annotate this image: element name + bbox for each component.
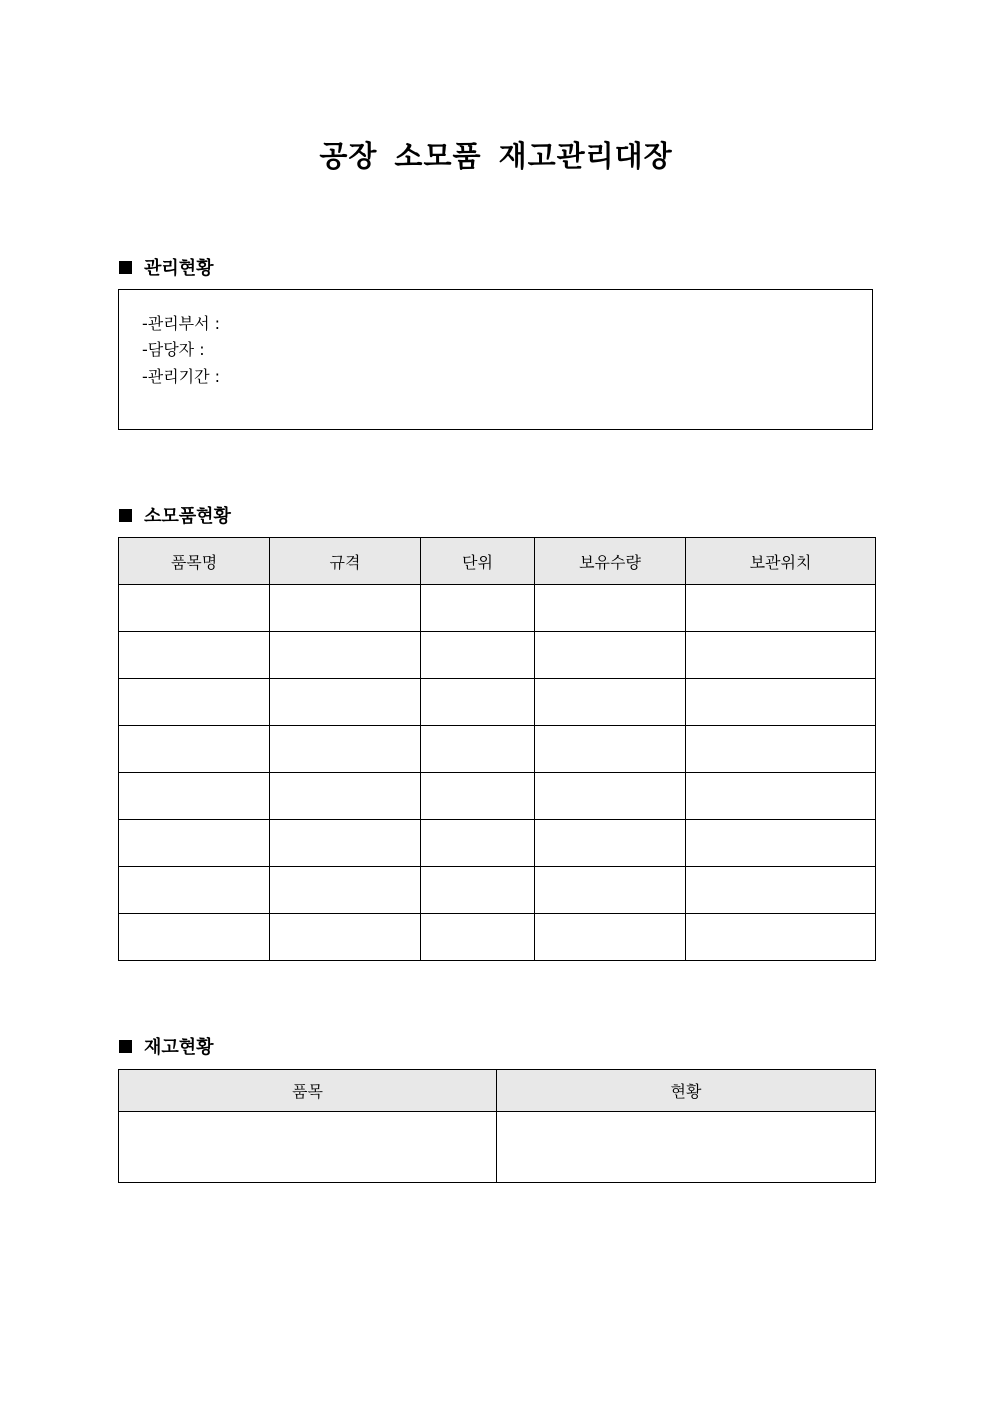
table-cell[interactable] [119, 867, 270, 914]
manager-field[interactable]: -담당자 : [142, 340, 205, 359]
table-cell[interactable] [421, 914, 535, 961]
table-cell[interactable] [270, 914, 421, 961]
column-header-item: 품목 [119, 1070, 497, 1112]
table-cell[interactable] [119, 585, 270, 632]
table-cell[interactable] [421, 867, 535, 914]
table-cell[interactable] [270, 867, 421, 914]
table-cell[interactable] [119, 773, 270, 820]
column-header-status: 현황 [497, 1070, 876, 1112]
table-cell[interactable] [535, 773, 686, 820]
table-cell[interactable] [686, 867, 876, 914]
table-cell[interactable] [119, 914, 270, 961]
table-cell[interactable] [535, 585, 686, 632]
table-row [119, 1112, 876, 1183]
table-cell[interactable] [270, 820, 421, 867]
table-cell[interactable] [119, 820, 270, 867]
table-cell[interactable] [119, 632, 270, 679]
table-cell[interactable] [421, 585, 535, 632]
table-cell[interactable] [421, 632, 535, 679]
section-heading-label: 재고현황 [144, 1037, 214, 1058]
table-cell[interactable] [270, 679, 421, 726]
table-cell[interactable] [686, 914, 876, 961]
table-cell[interactable] [686, 820, 876, 867]
section-heading-label: 소모품현황 [144, 506, 231, 527]
management-info-box [118, 289, 873, 430]
table-row [119, 679, 876, 726]
table-cell[interactable] [686, 585, 876, 632]
table-cell[interactable] [535, 632, 686, 679]
table-cell[interactable] [535, 914, 686, 961]
table-cell[interactable] [686, 632, 876, 679]
table-header-row [119, 538, 876, 585]
stock-table [118, 1069, 876, 1183]
table-cell[interactable] [270, 773, 421, 820]
table-cell[interactable] [119, 726, 270, 773]
table-cell[interactable] [535, 820, 686, 867]
table-cell[interactable] [421, 726, 535, 773]
square-bullet-icon [119, 1040, 132, 1053]
table-row [119, 867, 876, 914]
table-cell[interactable] [119, 679, 270, 726]
table-cell[interactable] [535, 867, 686, 914]
table-cell[interactable] [270, 632, 421, 679]
square-bullet-icon [119, 509, 132, 522]
column-header-item-name: 품목명 [119, 538, 270, 585]
table-row [119, 773, 876, 820]
table-cell[interactable] [535, 726, 686, 773]
column-header-spec: 규격 [270, 538, 421, 585]
section-heading-management [119, 254, 214, 280]
period-field[interactable]: -관리기간 : [142, 367, 221, 386]
table-row [119, 632, 876, 679]
table-row [119, 585, 876, 632]
table-header-row [119, 1070, 876, 1112]
table-cell[interactable] [421, 773, 535, 820]
section-heading-label: 관리현황 [144, 258, 214, 279]
table-row [119, 726, 876, 773]
table-cell[interactable] [686, 773, 876, 820]
table-cell[interactable] [421, 820, 535, 867]
table-row [119, 914, 876, 961]
table-cell[interactable] [119, 1112, 497, 1183]
table-row [119, 820, 876, 867]
table-cell[interactable] [270, 726, 421, 773]
document-title: 공장 소모품 재고관리대장 [319, 139, 673, 173]
column-header-location: 보관위치 [686, 538, 876, 585]
table-cell[interactable] [686, 679, 876, 726]
section-heading-supplies [119, 502, 231, 528]
table-cell[interactable] [686, 726, 876, 773]
section-heading-stock [119, 1033, 214, 1059]
department-field[interactable]: -관리부서 : [142, 314, 221, 333]
table-cell[interactable] [535, 679, 686, 726]
table-cell[interactable] [270, 585, 421, 632]
column-header-quantity: 보유수량 [535, 538, 686, 585]
table-cell[interactable] [497, 1112, 876, 1183]
supplies-table [118, 537, 876, 961]
table-cell[interactable] [421, 679, 535, 726]
square-bullet-icon [119, 261, 132, 274]
column-header-unit: 단위 [421, 538, 535, 585]
